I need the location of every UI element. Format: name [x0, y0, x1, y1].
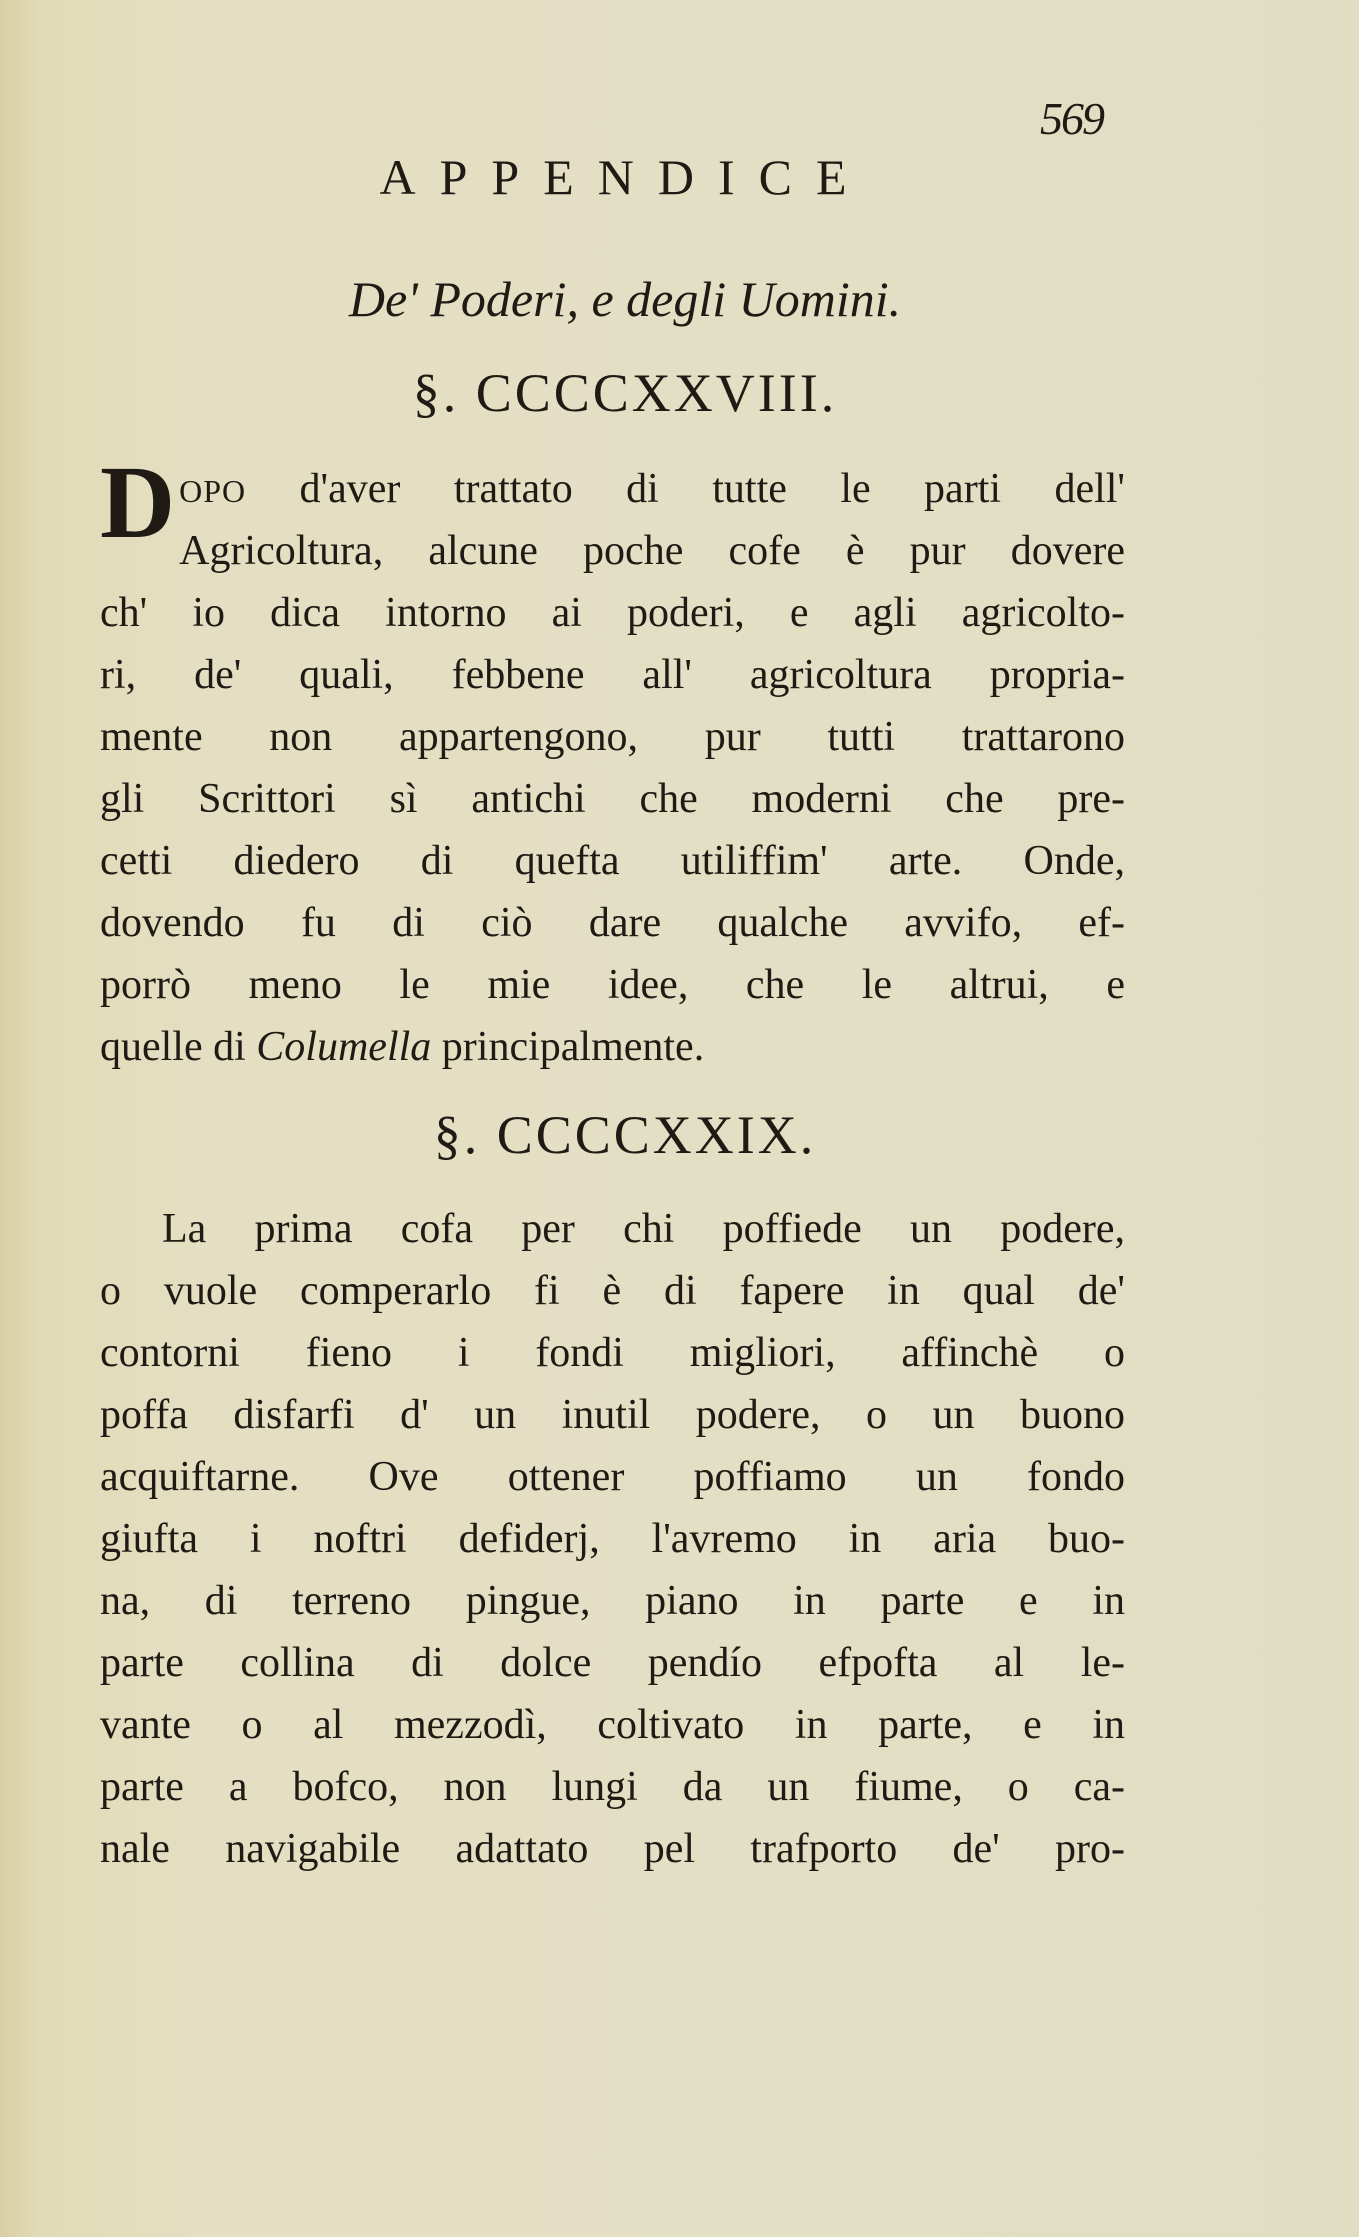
section-heading: §. CCCCXXVIII.	[412, 363, 838, 423]
text-line: quelle di Columella principalmente.	[100, 1024, 705, 1070]
paragraph	[100, 1198, 1125, 1880]
text-line: o vuole comperarlo fi è di fapere in qual de'	[100, 1268, 1125, 1314]
page-number: 569	[1040, 93, 1103, 144]
chapter-subtitle: De' Poderi, e degli Uomini.	[348, 271, 902, 327]
small-caps-word: OPO	[179, 473, 247, 509]
drop-cap: D	[100, 445, 176, 560]
running-head: APPENDICE	[379, 149, 871, 205]
text-line: nale navigabile adattato pel trafporto de' pro-	[100, 1826, 1125, 1872]
text-line: giufta i noftri defiderj, l'avremo in aria buo-	[100, 1516, 1125, 1562]
text-line: dovendo fu di ciò dare qualche avvifo, ef-	[100, 900, 1125, 946]
text-line: parte a bofco, non lungi da un fiume, o ca-	[100, 1764, 1125, 1810]
text-line: ch' io dica intorno ai poderi, e agli agricolto-	[100, 590, 1125, 636]
text-line: La prima cofa per chi poffiede un podere,	[162, 1206, 1125, 1252]
text-line: contorni fieno i fondi migliori, affinchè o	[100, 1330, 1125, 1376]
paragraph	[100, 445, 1125, 1078]
text-line: ri, de' quali, febbene all' agricoltura propria-	[100, 652, 1125, 698]
author-name-italic: Columella	[256, 1024, 432, 1070]
text-line: DOPO d'aver trattato di tutte le parti dell'	[100, 445, 1125, 560]
text-line: parte collina di dolce pendío efpofta al le-	[100, 1640, 1125, 1686]
text-line: porrò meno le mie idee, che le altrui, e	[100, 962, 1125, 1008]
text-line: vante o al mezzodì, coltivato in parte, e in	[100, 1702, 1125, 1748]
text-line: na, di terreno pingue, piano in parte e in	[100, 1578, 1125, 1624]
section-heading: §. CCCCXXIX.	[433, 1105, 817, 1165]
text-line: acquiftarne. Ove ottener poffiamo un fondo	[100, 1454, 1125, 1500]
text-line: poffa disfarfi d' un inutil podere, o un buono	[100, 1392, 1125, 1438]
text-line: mente non appartengono, pur tutti trattarono	[100, 714, 1125, 760]
text-line: Agricoltura, alcune poche cofe è pur dovere	[179, 528, 1125, 574]
text-line: gli Scrittori sì antichi che moderni che pre-	[100, 776, 1125, 822]
text-line: cetti diedero di quefta utiliffim' arte. Onde,	[100, 838, 1125, 884]
